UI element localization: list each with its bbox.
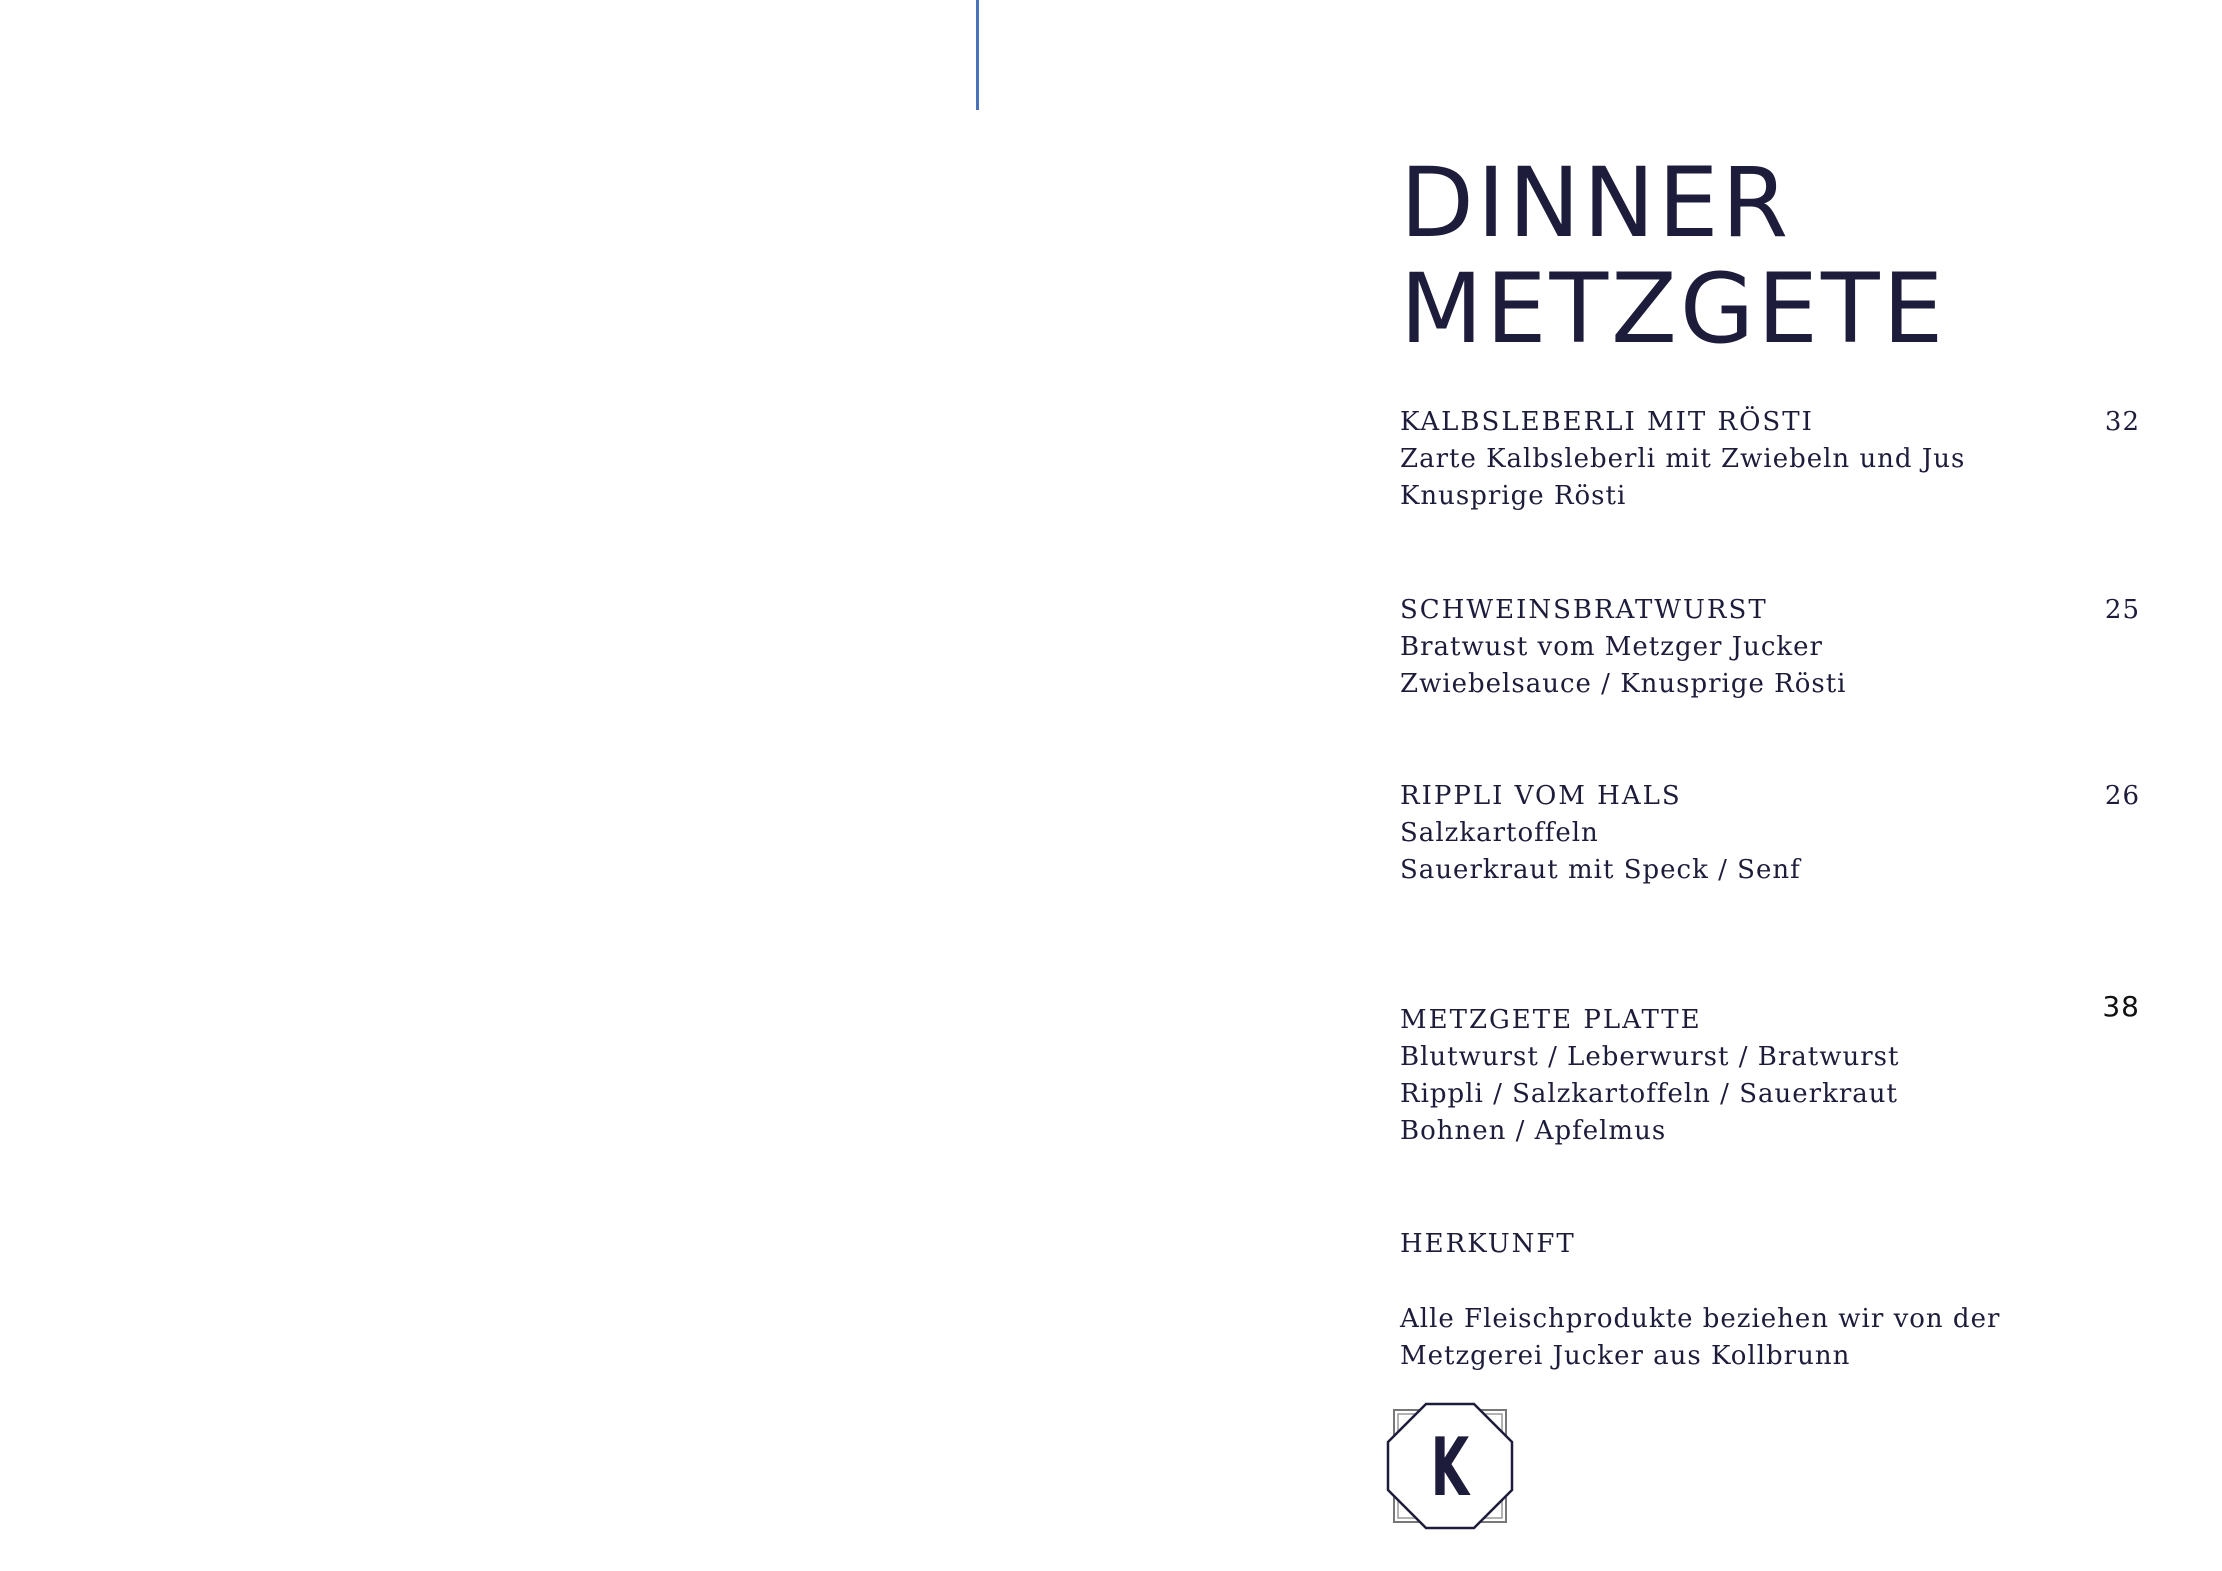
menu-item-price: 25 <box>2104 595 2140 625</box>
menu-page <box>1400 147 2140 1515</box>
menu-item-description: Blutwurst / Leberwurst / Bratwurst <box>1400 1042 1900 1072</box>
menu-item-price: 32 <box>2104 407 2140 437</box>
menu-item-description: Sauerkraut mit Speck / Senf <box>1400 855 1801 885</box>
menu-item-description: Rippli / Salzkartoffeln / Sauerkraut <box>1400 1079 1898 1109</box>
menu-item-name: RIPPLI VOM HALS <box>1400 781 1682 811</box>
menu-item-description: Zarte Kalbsleberli mit Zwiebeln und Jus <box>1400 444 1966 474</box>
menu-item-description: Bohnen / Apfelmus <box>1400 1116 1667 1146</box>
menu-item-description: Zwiebelsauce / Knusprige Rösti <box>1400 669 1847 699</box>
menu-item-name: METZGETE PLATTE <box>1400 1005 1702 1035</box>
menu-item-metzgete-platte <box>1400 990 2140 1150</box>
origin-text-line: Alle Fleischprodukte beziehen wir von der <box>1400 1304 2001 1334</box>
origin-heading: HERKUNFT <box>1400 1229 1576 1259</box>
logo-letter: K <box>1430 1420 1470 1515</box>
menu-title-line-2: METZGETE <box>1400 253 1947 365</box>
menu-item-name: KALBSLEBERLI MIT RÖSTI <box>1400 407 1814 437</box>
menu-item-description: Salzkartoffeln <box>1400 818 1599 848</box>
menu-item-kalbsleberli <box>1400 404 2140 515</box>
menu-item-price: 26 <box>2104 781 2140 811</box>
origin-text <box>1400 1301 2140 1375</box>
menu-item-name: SCHWEINSBRATWURST <box>1400 595 1768 625</box>
menu-item-price: 38 <box>2102 990 2140 1023</box>
divider-line <box>976 0 979 110</box>
origin-section <box>1400 1226 2140 1375</box>
origin-text-line: Metzgerei Jucker aus Kollbrunn <box>1400 1341 1851 1371</box>
menu-item-description: Knusprige Rösti <box>1400 481 1627 511</box>
menu-item-description: Bratwust vom Metzger Jucker <box>1400 632 1823 662</box>
menu-item-schweinsbratwurst <box>1400 592 2140 703</box>
menu-title <box>1400 147 2140 365</box>
menu-item-rippli <box>1400 778 2140 889</box>
kollbrunn-logo <box>1384 1400 1516 1532</box>
menu-title-line-1: DINNER <box>1400 147 1792 259</box>
